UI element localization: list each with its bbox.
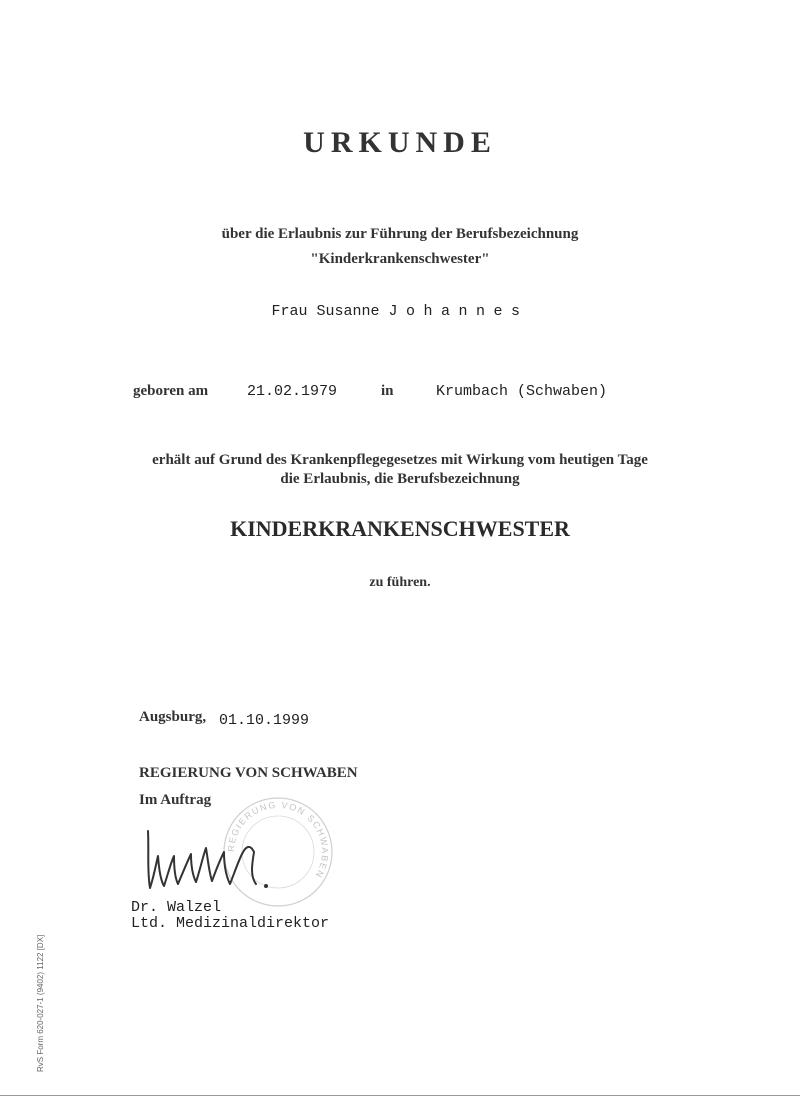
born-in-label: in [381,383,394,399]
grant-text-line-2: die Erlaubnis, die Berufsbezeichnung [280,471,520,487]
seal-text: REGIERUNG VON SCHWABEN [225,799,331,881]
person-first-name: Frau Susanne [271,303,380,320]
issue-city: Augsburg, [139,709,207,725]
subtitle-line-2: "Kinderkrankenschwester" [310,251,490,267]
handwritten-signature [138,826,278,896]
issue-date: 01.10.1999 [219,712,310,729]
signer-name: Dr. Walzel [131,899,222,916]
person-surname: Johannes [388,303,529,320]
closing-text: zu führen. [369,575,431,590]
profession-title: KINDERKRANKENSCHWESTER [230,516,570,541]
signer-title: Ltd. Medizinaldirektor [131,915,330,932]
person-name [0,303,800,320]
form-code: RvS Form 620-027-1 (9402) 1122 [DX] [36,934,45,1072]
born-label: geboren am [133,383,209,399]
birth-place: Krumbach (Schwaben) [436,383,608,400]
document-title: URKUNDE [303,126,497,159]
birth-date: 21.02.1979 [247,383,338,400]
subtitle-line-1: über die Erlaubnis zur Führung der Berufsbezeichnung [221,226,579,242]
grant-text-line-1: erhält auf Grund des Krankenpflegegesetzes mit Wirkung vom heutigen Tage [152,452,648,468]
page-edge-line [0,1095,800,1096]
issuing-authority: REGIERUNG VON SCHWABEN [139,765,358,781]
on-behalf-label: Im Auftrag [139,792,212,808]
